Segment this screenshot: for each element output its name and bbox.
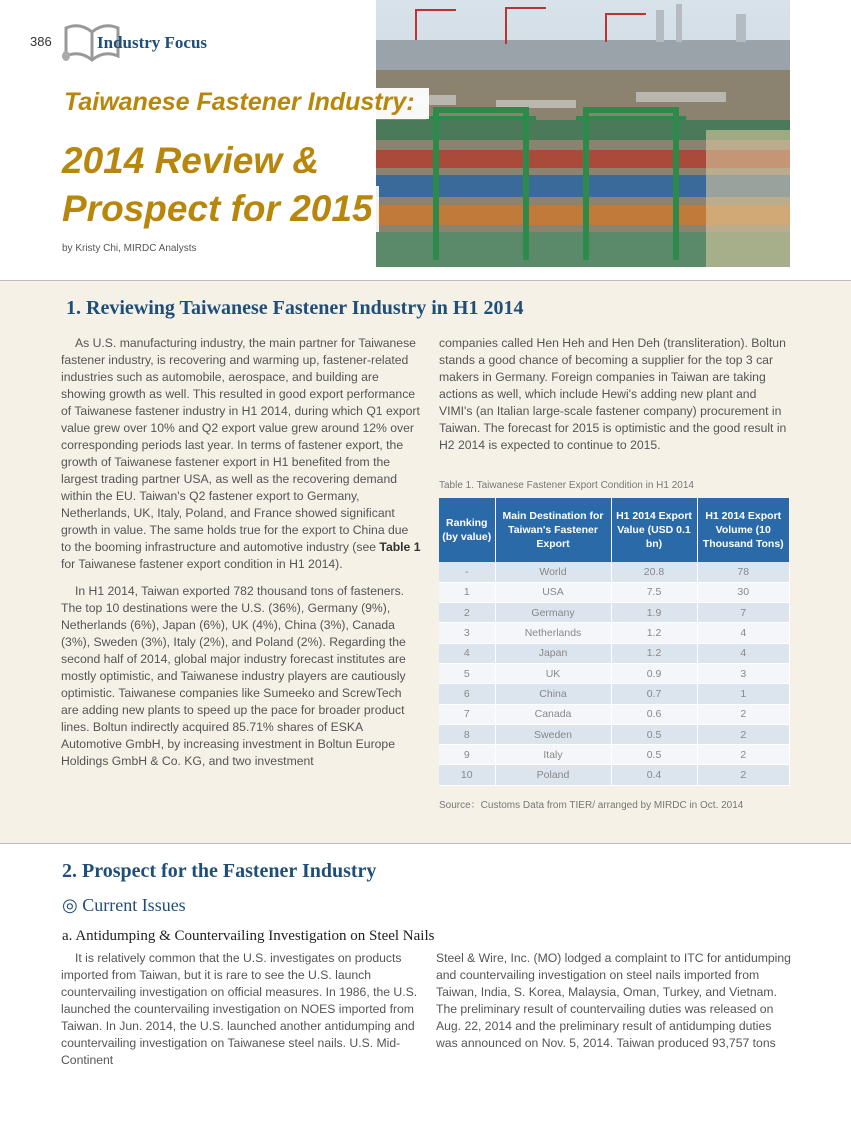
table-cell: UK — [495, 663, 611, 683]
table-cell: 4 — [697, 623, 790, 643]
table-reference: Table 1 — [379, 540, 421, 554]
table-cell: 2 — [697, 745, 790, 765]
table-cell: 0.6 — [611, 704, 697, 724]
table-source: Source：Customs Data from TIER/ arranged by MIRDC in Oct. 2014 — [439, 800, 744, 811]
table-cell: 0.5 — [611, 745, 697, 765]
table-row — [439, 603, 790, 623]
current-issues-heading: ◎ Current Issues — [62, 895, 186, 915]
table-row — [439, 582, 790, 602]
table-cell: USA — [495, 582, 611, 602]
table-row — [439, 562, 790, 582]
table-cell: 0.7 — [611, 684, 697, 704]
table-cell: 1.9 — [611, 603, 697, 623]
table-cell: Japan — [495, 643, 611, 663]
export-table — [439, 498, 790, 786]
table-cell: Sweden — [495, 724, 611, 744]
table-header-row — [439, 498, 790, 562]
table-cell: 78 — [697, 562, 790, 582]
table-row — [439, 765, 790, 785]
table-cell: 4 — [439, 643, 495, 663]
table-row — [439, 623, 790, 643]
table-cell: China — [495, 684, 611, 704]
section-1-heading: 1. Reviewing Taiwanese Fastener Industry in H1 2014 — [66, 297, 524, 319]
table-cell: 7.5 — [611, 582, 697, 602]
table-cell: 2 — [697, 724, 790, 744]
table-cell: 0.4 — [611, 765, 697, 785]
table-cell: 6 — [439, 684, 495, 704]
table-cell: 10 — [439, 765, 495, 785]
table-cell: 0.9 — [611, 663, 697, 683]
paragraph: companies called Hen Heh and Hen Deh (transliteration). Boltun stands a good chance of becoming a supplier for the top 3 car makers in Germany. Foreign companies in Taiwan are taking actions as well, which include Hewi's adding new plant and VIMI's (an Italian large-scale fastener company) procurement in Taiwan. The forecast for 2015 is optimistic and the good result in H2 2014 is expected to continue to 2015. — [439, 336, 787, 452]
table-cell: 30 — [697, 582, 790, 602]
section-2-right-column — [436, 950, 792, 1052]
table-cell: Netherlands — [495, 623, 611, 643]
table-row — [439, 643, 790, 663]
section-1-left-column — [61, 335, 421, 770]
table-cell: 7 — [439, 704, 495, 724]
table-cell: 20.8 — [611, 562, 697, 582]
table-row — [439, 724, 790, 744]
table-cell: 1 — [439, 582, 495, 602]
table-cell: Germany — [495, 603, 611, 623]
paragraph-text: As U.S. manufacturing industry, the main partner for Taiwanese fastener industry, is recovering and warming up, fastener-related industries such as automobile, aerospace, and building are showing growth as well. This resulted in good export performance of Taiwanese fastener industry in H1 2014, during which Q1 export value grew over 10% and Q2 export value grew around 12% over corresponding periods last year. In terms of fastener export, the growth of Taiwanese fastener export in H1 benefited from the largest trading partner USA, as well as the recovering demand within the EU. Taiwan's Q2 fastener export to Germany, Netherlands, UK, Italy, Poland, and France showed significant growth in value. The same holds true for the export to China due to the booming infrastructure and automotive industry (see — [61, 336, 420, 554]
table-cell: World — [495, 562, 611, 582]
paragraph: It is relatively common that the U.S. investigates on products imported from Taiwan, but it is rare to see the U.S. launch countervailing investigation on official measures. In 1986, the U.S. launched the countervailing investigation on NOES imported from Taiwan. In Jun. 2014, the U.S. launched another antidumping and countervailing investigation on Taiwanese steel nails. U.S. Mid-Continent — [61, 951, 418, 1067]
table-cell: - — [439, 562, 495, 582]
title-line-3: Prospect for 2015 — [62, 186, 379, 232]
section-2-left-column — [61, 950, 421, 1069]
section-2-heading: 2. Prospect for the Fastener Industry — [62, 860, 377, 882]
table-row — [439, 663, 790, 683]
column-header: Ranking (by value) — [439, 498, 495, 562]
table-row — [439, 745, 790, 765]
title-line-2: 2014 Review & — [62, 140, 320, 181]
section-label: Industry Focus — [97, 33, 208, 52]
table-cell: Italy — [495, 745, 611, 765]
table-row — [439, 704, 790, 724]
table-cell: 2 — [697, 765, 790, 785]
table-row — [439, 684, 790, 704]
paragraph-text: for Taiwanese fastener export condition in H1 2014). — [61, 557, 343, 571]
table-cell: 9 — [439, 745, 495, 765]
column-header: H1 2014 Export Value (USD 0.1 bn) — [611, 498, 697, 562]
table-cell: 0.5 — [611, 724, 697, 744]
paragraph: In H1 2014, Taiwan exported 782 thousand tons of fasteners. The top 10 destinations were the U.S. (36%), Germany (9%), Netherlands (6%), Japan (6%), UK (4%), China (3%), Canada (3%), Sweden (3%), Italy (2%), and Poland (2%). Regarding the second half of 2014, global major industry forecast institutes are mostly optimistic, and Taiwanese industry players are cautiously optimistic. Taiwanese companies like Sumeeko and ScrewTech are adding new plants to speed up the pace for broader product lines. Boltun indirectly acquired 85.71% shares of ESKA Automotive GmbH, by increasing investment in Boltun Europe Holdings GmbH & Co. KG, and two investment — [61, 584, 406, 768]
section-1-right-column — [439, 335, 791, 454]
paragraph: Steel & Wire, Inc. (MO) lodged a complaint to ITC for antidumping and countervailing investigation on steel nails imported from Taiwan, India, S. Korea, Malaysia, Oman, Turkey, and Vietnam. The preliminary result of countervailing duties was released on Aug. 22, 2014 and the preliminary result of antidumping duties was announced on Nov. 5, 2014. Taiwan produced 93,757 tons — [436, 951, 791, 1050]
paragraph — [61, 335, 421, 573]
table-cell: 3 — [697, 663, 790, 683]
title-line-1: Taiwanese Fastener Industry: — [62, 88, 429, 119]
page-number: 386 — [30, 34, 52, 49]
byline: by Kristy Chi, MIRDC Analysts — [62, 243, 197, 254]
port-photo — [376, 0, 790, 267]
table-caption: Table 1. Taiwanese Fastener Export Condition in H1 2014 — [439, 480, 694, 491]
column-header: H1 2014 Export Volume (10 Thousand Tons) — [697, 498, 790, 562]
table-cell: Canada — [495, 704, 611, 724]
table-cell: 8 — [439, 724, 495, 744]
table-cell: 5 — [439, 663, 495, 683]
subsection-a-heading: a. Antidumping & Countervailing Investigation on Steel Nails — [62, 928, 435, 944]
table-cell: 4 — [697, 643, 790, 663]
table-cell: 1.2 — [611, 643, 697, 663]
column-header: Main Destination for Taiwan's Fastener Export — [495, 498, 611, 562]
table-cell: 1 — [697, 684, 790, 704]
table-cell: 3 — [439, 623, 495, 643]
table-cell: 2 — [439, 603, 495, 623]
table-cell: 1.2 — [611, 623, 697, 643]
table-cell: 7 — [697, 603, 790, 623]
table-cell: 2 — [697, 704, 790, 724]
table-cell: Poland — [495, 765, 611, 785]
